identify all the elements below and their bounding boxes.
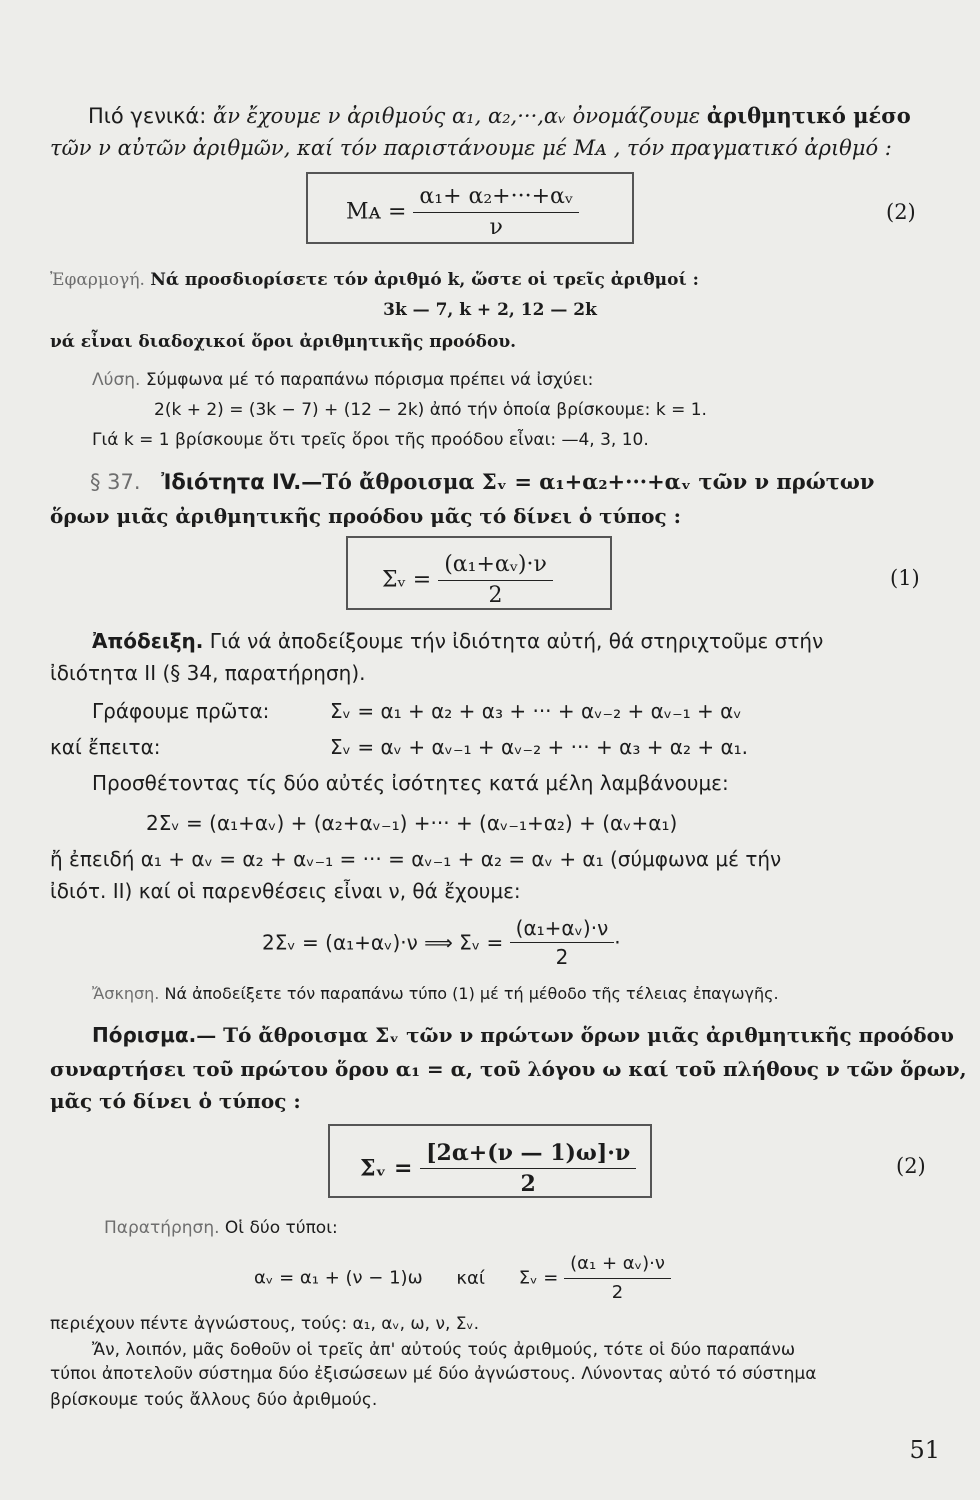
formula-mean-numerator: α₁+ α₂+···+αᵥ xyxy=(413,184,579,213)
remark-formula-b-lhs: Σᵥ = xyxy=(518,1267,559,1289)
intro-line-1 xyxy=(88,104,911,128)
section-number: § 37. xyxy=(90,470,141,494)
proof-line-2: ἰδιότητα II (§ 34, παρατήρηση). xyxy=(50,661,366,685)
proof-sum-eq: 2Σᵥ = (α₁+αᵥ) + (α₂+αᵥ₋₁) +··· + (αᵥ₋₁+α₂) + (αᵥ+α₁) xyxy=(146,811,678,835)
intro-italic-text: ἄν ἔχουμε ν ἀριθμούς α₁, α₂,···,αᵥ ὀνομάζουμε xyxy=(213,104,701,128)
remark-formula-b-numerator: (α₁ + αᵥ)·ν xyxy=(564,1252,671,1279)
formula-sum2-lhs: Σᵥ = xyxy=(360,1155,413,1182)
corollary-line-3: μᾶς τό δίνει ὁ τύπος : xyxy=(50,1089,301,1113)
section-line-2: ὅρων μιᾶς ἀριθμητικῆς προόδου μᾶς τό δίνει ὁ τύπος : xyxy=(50,504,681,528)
application-line-3: νά εἶναι διαδοχικοί ὅροι ἀριθμητικῆς προόδου. xyxy=(50,332,517,352)
intro-line-2: τῶν ν αὐτῶν ἀριθμῶν, καί τόν παριστάνουμε μέ Mᴀ , τόν πραγματικό ἀριθμό : xyxy=(50,136,892,160)
proof-text: Γιά νά ἀποδείξουμε τήν ἰδιότητα αὐτή, θά στηριχτοῦμε στήν xyxy=(209,629,824,653)
formula-mean xyxy=(346,184,579,241)
solution-label: Λύση. xyxy=(92,370,141,390)
application-terms: 3k — 7, k + 2, 12 — 2k xyxy=(383,300,597,320)
proof-then-eq: Σᵥ = αᵥ + αᵥ₋₁ + αᵥ₋₂ + ··· + α₃ + α₂ + α₁. xyxy=(330,735,749,759)
remark-label: Παρατήρηση. xyxy=(104,1218,220,1238)
formula-mean-denominator: ν xyxy=(489,215,503,240)
page-number: 51 xyxy=(909,1436,940,1464)
formula-sum2-eqno: (2) xyxy=(896,1154,926,1178)
proof-since-line-2: ἰδιότ. II) καί οἱ παρενθέσεις εἶναι ν, θά ἔχουμε: xyxy=(50,879,521,903)
proof-since-line-1: ἤ ἐπειδή α₁ + αᵥ = α₂ + αᵥ₋₁ = ··· = αᵥ₋₁ + α₂ = αᵥ + α₁ (σύμφωνα μέ τήν xyxy=(50,847,782,871)
corollary-text: — Τό ἄθροισμα Σᵥ τῶν ν πρώτων ὅρων μιᾶς ἀριθμητικῆς προόδου xyxy=(196,1023,954,1047)
formula-sum-lhs: Σᵥ = xyxy=(382,567,432,593)
corollary-line-1 xyxy=(92,1022,954,1048)
application-line-1 xyxy=(50,268,699,292)
formula-sum2-denominator: 2 xyxy=(520,1171,536,1197)
proof-write-first-label: Γράφουμε πρῶτα: xyxy=(92,699,270,723)
application-label: Ἐφαρμογή. xyxy=(50,270,145,290)
solution-line-3: Γιά k = 1 βρίσκουμε ὅτι τρεῖς ὅροι τῆς προόδου εἶναι: —4, 3, 10. xyxy=(92,430,649,450)
proof-line-1 xyxy=(92,628,823,654)
formula-sum xyxy=(382,552,553,609)
formula-sum-fraction xyxy=(438,552,553,609)
exercise-text: Νά ἀποδείξετε τόν παραπάνω τύπο (1) μέ τή μέθοδο τῆς τέλειας ἐπαγωγῆς. xyxy=(164,984,779,1003)
corollary-label: Πόρισμα. xyxy=(92,1023,197,1047)
solution-text: Σύμφωνα μέ τό παραπάνω πόρισμα πρέπει νά ἰσχύει: xyxy=(145,370,594,390)
proof-final xyxy=(262,916,621,969)
formula-sum-numerator: (α₁+αᵥ)·ν xyxy=(438,552,553,581)
proof-final-numerator: (α₁+αᵥ)·ν xyxy=(510,916,615,943)
corollary-line-2: συναρτήσει τοῦ πρώτου ὅρου α₁ = α, τοῦ λόγου ω καί τοῦ πλήθους ν τῶν ὅρων, xyxy=(50,1057,967,1081)
solution-line-2: 2(k + 2) = (3k − 7) + (12 − 2k) ἀπό τήν ὁποία βρίσκουμε: k = 1. xyxy=(154,400,707,420)
intro-bold-term: ἀριθμητικό μέσο xyxy=(706,103,911,128)
proof-final-denominator: 2 xyxy=(555,945,569,969)
remark-line-3: Ἄν, λοιπόν, μᾶς δοθοῦν οἱ τρεῖς ἀπ' αὐτούς τούς ἀριθμούς, τότε οἱ δύο παραπάνω xyxy=(92,1340,796,1360)
remark-formula-b-denominator: 2 xyxy=(611,1282,624,1303)
formula-sum2 xyxy=(360,1140,636,1197)
section-title-rest: —Τό ἄθροισμα Σᵥ = α₁+α₂+···+αᵥ τῶν ν πρώτων xyxy=(301,469,875,494)
remark-line-1 xyxy=(104,1216,338,1240)
remark-line-4: τύποι ἀποτελοῦν σύστημα δύο ἐξισώσεων μέ δύο ἀγνώστους. Λύνοντας αὐτό τό σύστημα xyxy=(50,1364,817,1384)
formula-sum-denominator: 2 xyxy=(488,583,503,608)
remark-text: Οἱ δύο τύποι: xyxy=(224,1218,338,1238)
exercise xyxy=(92,982,779,1006)
formula-sum2-fraction xyxy=(420,1140,636,1197)
application-text: Νά προσδιορίσετε τόν ἀριθμό k, ὥστε οἱ τρεῖς ἀριθμοί : xyxy=(150,270,699,290)
proof-then-label: καί ἔπειτα: xyxy=(50,735,161,759)
exercise-label: Ἄσκηση. xyxy=(92,984,160,1003)
proof-final-dot: · xyxy=(614,930,621,955)
proof-label: Ἀπόδειξη. xyxy=(92,629,204,653)
proof-final-fraction xyxy=(510,916,615,969)
intro-prefix: Πιό γενικά: xyxy=(88,104,207,128)
remark-and: καί xyxy=(456,1267,485,1289)
section-heading xyxy=(90,470,874,494)
remark-formulas xyxy=(254,1252,671,1305)
proof-final-lhs: 2Σᵥ = (α₁+αᵥ)·ν ⟹ Σᵥ = xyxy=(262,930,504,955)
solution-line-1 xyxy=(92,368,593,392)
formula-sum-eqno: (1) xyxy=(890,566,920,590)
proof-write-first-eq: Σᵥ = α₁ + α₂ + α₃ + ··· + αᵥ₋₂ + αᵥ₋₁ + αᵥ xyxy=(330,699,742,723)
remark-formula-a: αᵥ = α₁ + (ν − 1)ω xyxy=(254,1267,423,1289)
formula-mean-fraction xyxy=(413,184,579,241)
formula-mean-eqno: (2) xyxy=(886,200,916,224)
remark-formula-b-fraction xyxy=(564,1252,671,1305)
proof-adding: Προσθέτοντας τίς δύο αὐτές ἰσότητες κατά μέλη λαμβάνουμε: xyxy=(92,771,729,795)
section-title: Ἰδιότητα IV. xyxy=(161,470,302,494)
formula-sum2-numerator: [2α+(ν — 1)ω]·ν xyxy=(420,1140,636,1169)
remark-line-5: βρίσκουμε τούς ἄλλους δύο ἀριθμούς. xyxy=(50,1390,378,1410)
formula-mean-lhs: Mᴀ = xyxy=(346,199,407,225)
remark-line-2: περιέχουν πέντε ἀγνώστους, τούς: α₁, αᵥ, ω, ν, Σᵥ. xyxy=(50,1314,479,1334)
